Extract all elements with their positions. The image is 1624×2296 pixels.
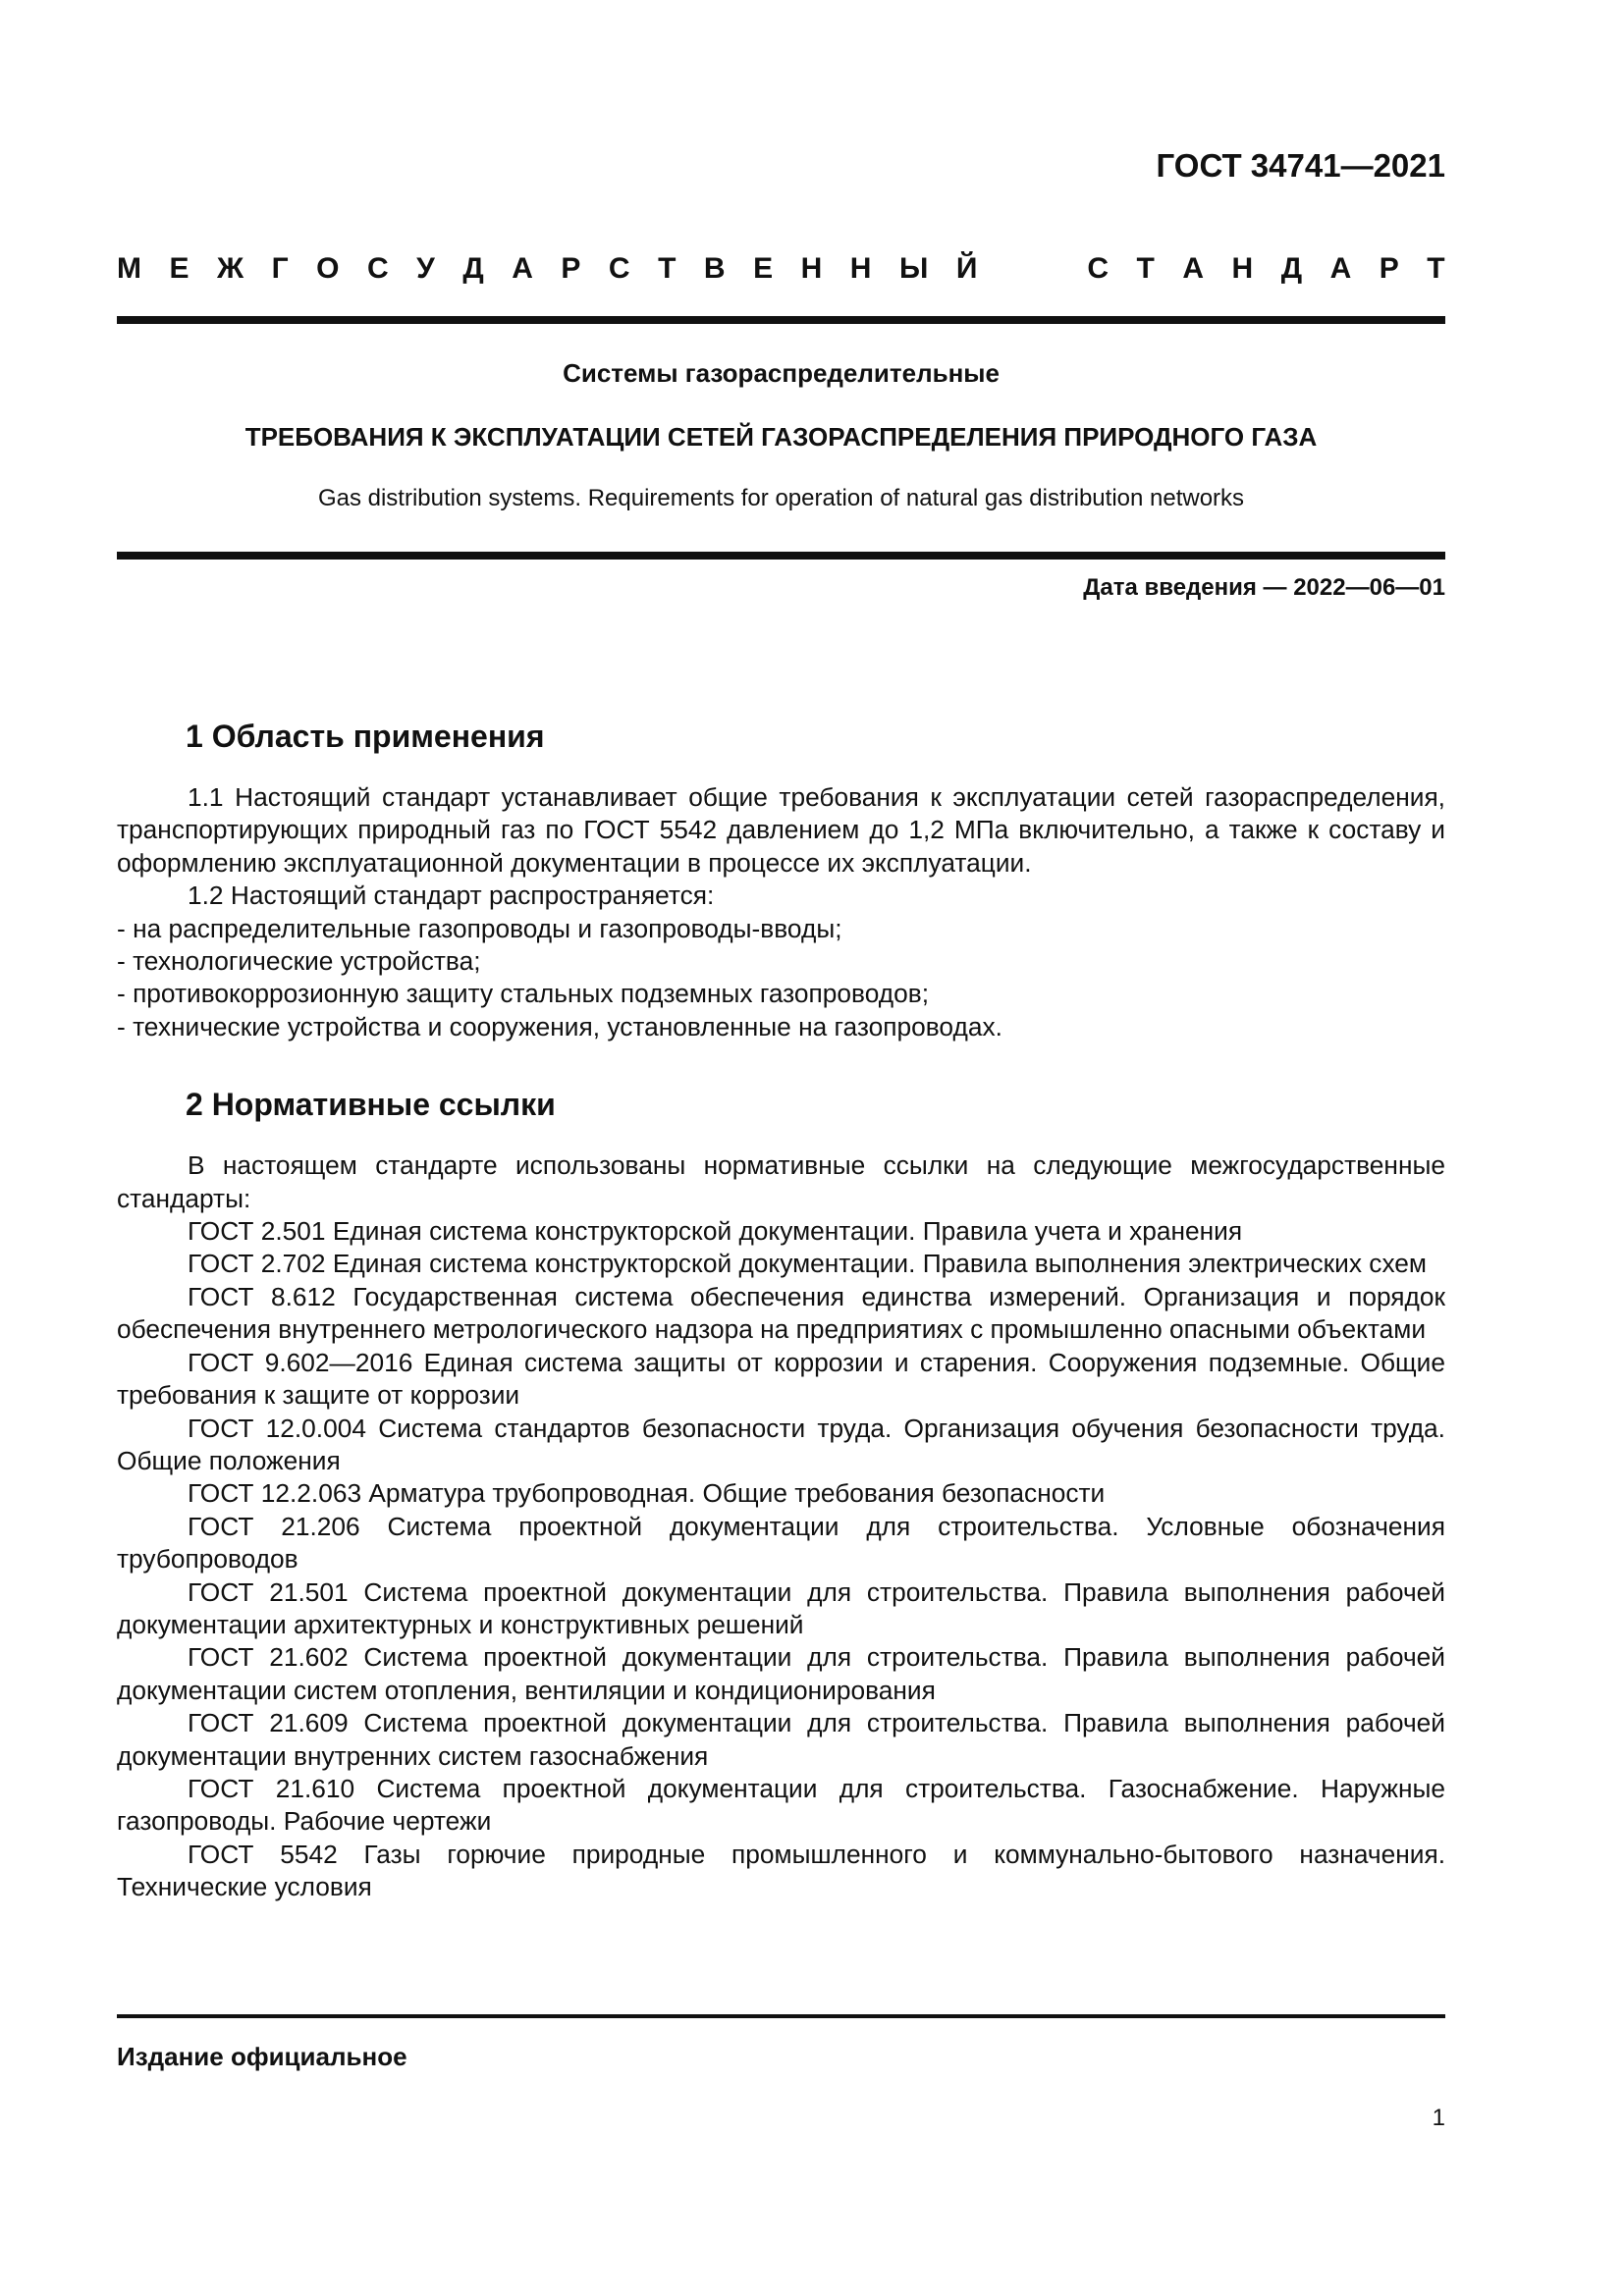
scope-list-item: - технические устройства и сооружения, установленные на газопроводах. xyxy=(117,1011,1002,1041)
reference-item: ГОСТ 21.501 Система проектной документации для строительства. Правила выполнения рабочей документации архитектурных и конструктивных решений xyxy=(117,1576,1445,1639)
standard-type-letter: Ы xyxy=(898,252,929,285)
section-1-heading: 1 Область применения xyxy=(186,719,545,754)
scope-list-item: - на распределительные газопроводы и газопроводы-вводы; xyxy=(117,913,842,943)
reference-item: ГОСТ 9.602—2016 Единая система защиты от коррозии и старения. Сооружения подземные. Общие требования к защите от коррозии xyxy=(117,1347,1445,1411)
standard-type-letter: С xyxy=(367,252,389,285)
edition-label: Издание официальное xyxy=(117,2042,407,2071)
standard-type-letter: Д xyxy=(1280,252,1303,285)
standard-type-letter: Й xyxy=(955,252,978,285)
reference-item: ГОСТ 5542 Газы горючие природные промышленного и коммунально-бытового назначения. Технические условия xyxy=(117,1839,1445,1902)
page-number: 1 xyxy=(1432,2105,1445,2131)
reference-item: ГОСТ 8.612 Государственная система обеспечения единства измерений. Организация и порядок обеспечения внутреннего метрологического надзора на предприятиях с промышленно опасными объектами xyxy=(117,1281,1445,1345)
reference-item: ГОСТ 2.501 Единая система конструкторской документации. Правила учета и хранения xyxy=(188,1216,1243,1247)
standard-type-letter: Е xyxy=(753,252,774,285)
clause-1-1: 1.1 Настоящий стандарт устанавливает общие требования к эксплуатации сетей газораспределения, транспортирующих природный газ по ГОСТ 5542 давлением до 1,2 МПа включительно, а также к составу и оформлению эксплуатационной документации в процессе их эксплуатации. xyxy=(117,782,1445,878)
standard-type-letter: Е xyxy=(169,252,189,285)
standard-type-letter: Т xyxy=(658,252,677,285)
standard-type-letter: Т xyxy=(1427,252,1445,285)
reference-item: ГОСТ 21.602 Система проектной документации для строительства. Правила выполнения рабочей документации систем отопления, вентиляции и кондиционирования xyxy=(117,1642,1445,1705)
reference-item: ГОСТ 21.609 Система проектной документации для строительства. Правила выполнения рабочей документации внутренних систем газоснабжения xyxy=(117,1708,1445,1771)
reference-item: ГОСТ 2.702 Единая система конструкторской документации. Правила выполнения электрических схем xyxy=(188,1249,1428,1279)
standard-type-letter: Ж xyxy=(217,252,244,285)
clause-1-2: 1.2 Настоящий стандарт распространяется: xyxy=(188,881,715,911)
document-number: ГОСТ 34741—2021 xyxy=(1156,147,1445,184)
standard-type-letter: А xyxy=(1182,252,1205,285)
scope-list-item: - противокоррозионную защиту стальных подземных газопроводов; xyxy=(117,979,930,1009)
introduction-date: Дата введения — 2022—06—01 xyxy=(1083,574,1445,601)
standard-type-letter: С xyxy=(608,252,630,285)
reference-item: ГОСТ 12.2.063 Арматура трубопроводная. Общие требования безопасности xyxy=(188,1478,1106,1509)
standard-type-letter: Н xyxy=(849,252,872,285)
document-body xyxy=(117,715,1445,1904)
standard-type-letter: В xyxy=(703,252,726,285)
references-intro: В настоящем стандарте использованы нормативные ссылки на следующие межгосударственные стандарты: xyxy=(117,1150,1445,1213)
reference-item: ГОСТ 21.206 Система проектной документации для строительства. Условные обозначения трубопроводов xyxy=(117,1511,1445,1575)
title-rule xyxy=(117,552,1445,560)
standard-type-letter: С xyxy=(1087,252,1110,285)
standard-type-letter: М xyxy=(117,252,141,285)
scope-list-item: - технологические устройства; xyxy=(117,946,481,977)
standard-type-letter: У xyxy=(416,252,435,285)
section-2-heading: 2 Нормативные ссылки xyxy=(186,1087,556,1123)
standard-type-heading xyxy=(117,252,1445,286)
standard-type-letter: Н xyxy=(1231,252,1254,285)
standard-type-letter: А xyxy=(512,252,533,285)
standard-type-letter: О xyxy=(316,252,340,285)
top-rule xyxy=(117,316,1445,324)
footer-rule xyxy=(117,2014,1445,2018)
reference-item: ГОСТ 12.0.004 Система стандартов безопасности труда. Организация обучения безопасности труда. Общие положения xyxy=(117,1413,1445,1475)
standard-type-letter: Г xyxy=(271,252,289,285)
standard-type-letter: Т xyxy=(1136,252,1155,285)
reference-item: ГОСТ 21.610 Система проектной документации для строительства. Газоснабжение. Наружные газопроводы. Рабочие чертежи xyxy=(117,1773,1445,1837)
standard-type-letter: А xyxy=(1329,252,1352,285)
standard-type-letter: Р xyxy=(561,252,581,285)
english-title: Gas distribution systems. Requirements for operation of natural gas distribution networks xyxy=(317,485,1245,511)
word-gap xyxy=(1005,252,1059,286)
standard-type-letter: Н xyxy=(800,252,823,285)
system-title: Системы газораспределительные xyxy=(563,358,1000,388)
main-title: ТРЕБОВАНИЯ К ЭКСПЛУАТАЦИИ СЕТЕЙ ГАЗОРАСПРЕДЕЛЕНИЯ ПРИРОДНОГО ГАЗА xyxy=(244,422,1318,452)
standard-type-letter: Р xyxy=(1379,252,1399,285)
standard-type-letter: Д xyxy=(462,252,484,285)
